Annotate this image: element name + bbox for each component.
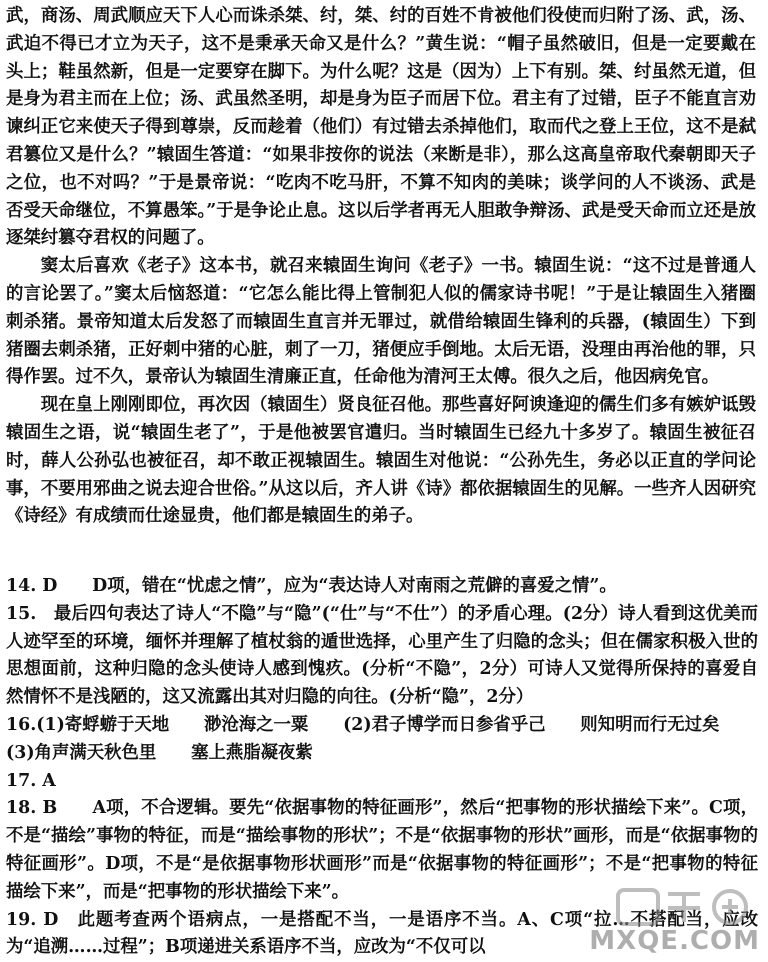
watermark-text: MXQE.COM: [589, 926, 760, 956]
answer-18: 18. B A项，不合逻辑。要先“依据事物的特征画形”，然后“把事物的形状描绘下来”。C项，不是“描绘”事物的特征，而是“描绘事物的形状”；不是“依据事物的形状”画形，而是“依据事物的特征画形”。D项，不是“是依据事物形状画形”而是“依据事物的特征画形”；不是“把事物的特征描绘下来”，而是“把事物的形状描绘下来”。: [6, 798, 758, 902]
paragraph: 现在皇上刚刚即位，再次因（辕固生）贤良征召他。那些喜好阿谀逢迎的儒生们多有嫉妒诋毁辕固生之语，说“辕固生老了”，于是他被罢官遣归。当时辕固生已经九十多岁了。辕固生被征召时，薛人公孙弘也被征召，却不敢正视辕固生。辕固生对他说：“公孙先生，务必以正直的学问论事，不要用邪曲之说去迎合世俗。”从这以后，齐人讲《诗》都依据辕固生的见解。一些齐人因研究《诗经》有成绩而仕途显贵，他们都是辕固生的弟子。: [6, 395, 756, 527]
answer-17: 17. A: [6, 770, 56, 791]
answer-16-line2: (3)角声满天秋色里 塞上燕脂凝夜紫: [6, 742, 313, 763]
answer-15: 15. 最后四句表达了诗人“不隐”与“隐”(“仕”与“不仕”）的矛盾心理。(2分）诗人看到这优美而人迹罕至的环境，缅怀并理解了植杖翁的遁世选择，心里产生了归隐的念头；但在儒家积极入世的思想面前，这种归隐的念头使诗人感到愧疚。(分析“不隐”，2分）可诗人又觉得所保持的喜爱自然情怀不是浅陋的，这又流露出其对归隐的向往。(分析“隐”，2分）: [6, 603, 758, 708]
paragraph: 武，商汤、周武顺应天下人心而诛杀桀、纣，桀、纣的百姓不肯被他们役使而归附了汤、武，汤、武迫不得已才立为天子，这不是秉承天命又是什么？”黄生说：“帽子虽然破旧，但是一定要戴在头上；鞋虽然新，但是一定要穿在脚下。为什么呢？这是（因为）上下有别。桀、纣虽然无道，但是身为君主而在上位；汤、武虽然圣明，却是身为臣子而居下位。君主有了过错，臣子不能直言劝谏纠正它来使天子得到尊崇，反而趁着（他们）有过错去杀掉他们，取而代之登上王位，这不是弑君篡位又是什么？”辕固生答道：“如果非按你的说法（来断是非），那么这高皇帝取代秦朝即天子之位，也不对吗？”于是景帝说：“吃肉不吃马肝，不算不知肉的美味；谈学问的人不谈汤、武是否受天命继位，不算愚笨。”于是争论止息。这以后学者再无人胆敢争辩汤、武是受天命而立还是放逐桀纣篡夺君权的问题了。: [6, 6, 756, 249]
answer-19: 19. D 此题考查两个语病点，一是搭配不当，一是语序不当。A、C项“拉…不搭配当，应改为“追溯……过程”；B项递进关系语序不当，应改为“不仅可以: [6, 909, 758, 958]
answer-14: 14. D D项，错在“忧虑之情”，应为“表达诗人对南雨之荒僻的喜爱之情”。: [6, 576, 617, 596]
answer-16-line1: 16.(1)寄蜉蝣于天地 渺沧海之一粟 (2)君子博学而日参省乎己 则知明而行无过矣: [6, 714, 720, 735]
translation-section: [6, 3, 756, 531]
paragraph: 窦太后喜欢《老子》这本书，就召来辕固生询问《老子》一书。辕固生说：“这不过是普通人的言论罢了。”窦太后恼怒道：“它怎么能比得上管制犯人似的儒家诗书呢！”于是让辕固生入猪圈刺杀猪。景帝知道太后发怒了而辕固生直言并无罪过，就借给辕固生锋利的兵器，(辕固生）下到猪圈去刺杀猪，正好刺中猪的心脏，刺了一刀，猪便应手倒地。太后无语，没理由再治他的罪，只得作罢。过不久，景帝认为辕固生清廉正直，任命他为清河王太傅。很久之后，他因病免官。: [6, 256, 756, 388]
